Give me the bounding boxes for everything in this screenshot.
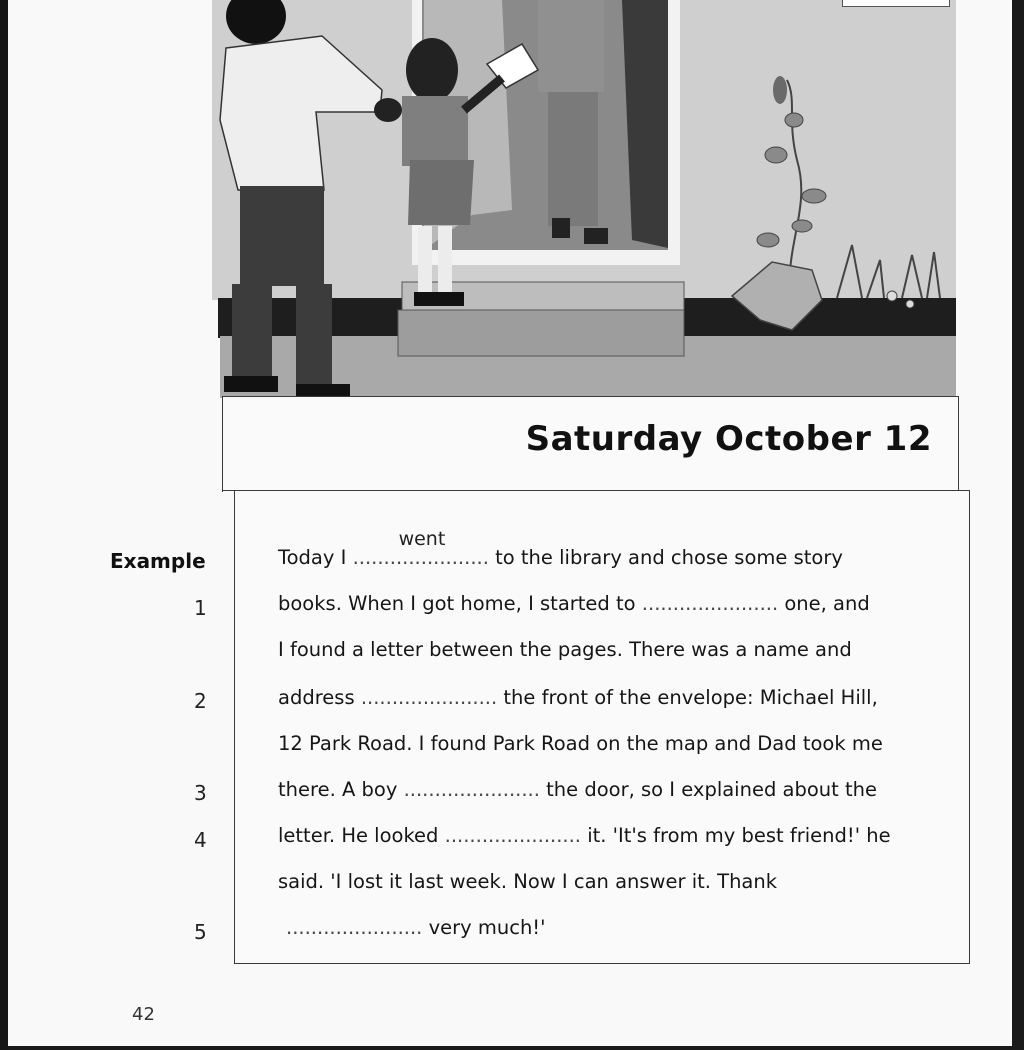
illustration-doorway-scene [212, 0, 956, 400]
text-line-4 [278, 686, 878, 709]
answer-blank-3[interactable]: ...................... [403, 778, 540, 801]
question-number-1: 1 [194, 596, 207, 620]
text-fragment: one, and [784, 592, 870, 615]
example-blank [352, 528, 489, 569]
text-fragment: books. When I got home, I started to [278, 592, 636, 615]
text-line-7 [278, 824, 891, 847]
text-line-8 [278, 870, 777, 893]
page-number: 42 [132, 1004, 155, 1025]
answer-blank-5[interactable]: ...................... [286, 916, 423, 939]
text-line-1 [278, 528, 843, 569]
diary-header [222, 396, 959, 492]
text-fragment: there. A boy [278, 778, 398, 801]
answer-blank-4[interactable]: ...................... [444, 824, 582, 847]
page-edge-shadow [0, 0, 8, 1050]
text-fragment: to the library and chose some story [495, 546, 843, 569]
text-line-9 [286, 916, 545, 939]
answer-blank-2[interactable]: ...................... [360, 686, 498, 709]
blank-dots: ...................... [352, 546, 489, 569]
question-number-4: 4 [194, 828, 207, 852]
diary-date-title: Saturday October 12 [525, 419, 932, 459]
text-fragment: address [278, 686, 355, 709]
text-fragment: I found a letter between the pages. There was a name and [278, 638, 852, 661]
text-line-6 [278, 778, 877, 801]
text-fragment: said. 'I lost it last week. Now I can answer it. Thank [278, 870, 778, 893]
example-label: Example [110, 549, 206, 573]
text-fragment: the door, so I explained about the [546, 778, 877, 801]
text-line-2 [278, 592, 870, 615]
text-fragment: it. 'It's from my best friend!' he [587, 824, 891, 847]
question-number-2: 2 [194, 689, 207, 713]
picture-frame-corner [842, 0, 950, 7]
question-number-5: 5 [194, 920, 207, 944]
text-fragment: the front of the envelope: Michael Hill, [503, 686, 878, 709]
example-answer: went [398, 528, 446, 550]
text-fragment: Today I [278, 546, 347, 569]
text-fragment: letter. He looked [278, 824, 439, 847]
text-fragment: very much!' [428, 916, 546, 939]
diary-divider [222, 490, 969, 491]
text-line-3 [278, 638, 852, 661]
question-number-3: 3 [194, 781, 207, 805]
text-line-5 [278, 732, 883, 755]
answer-blank-1[interactable]: ...................... [641, 592, 779, 615]
text-fragment: 12 Park Road. I found Park Road on the map and Dad took me [278, 732, 883, 755]
